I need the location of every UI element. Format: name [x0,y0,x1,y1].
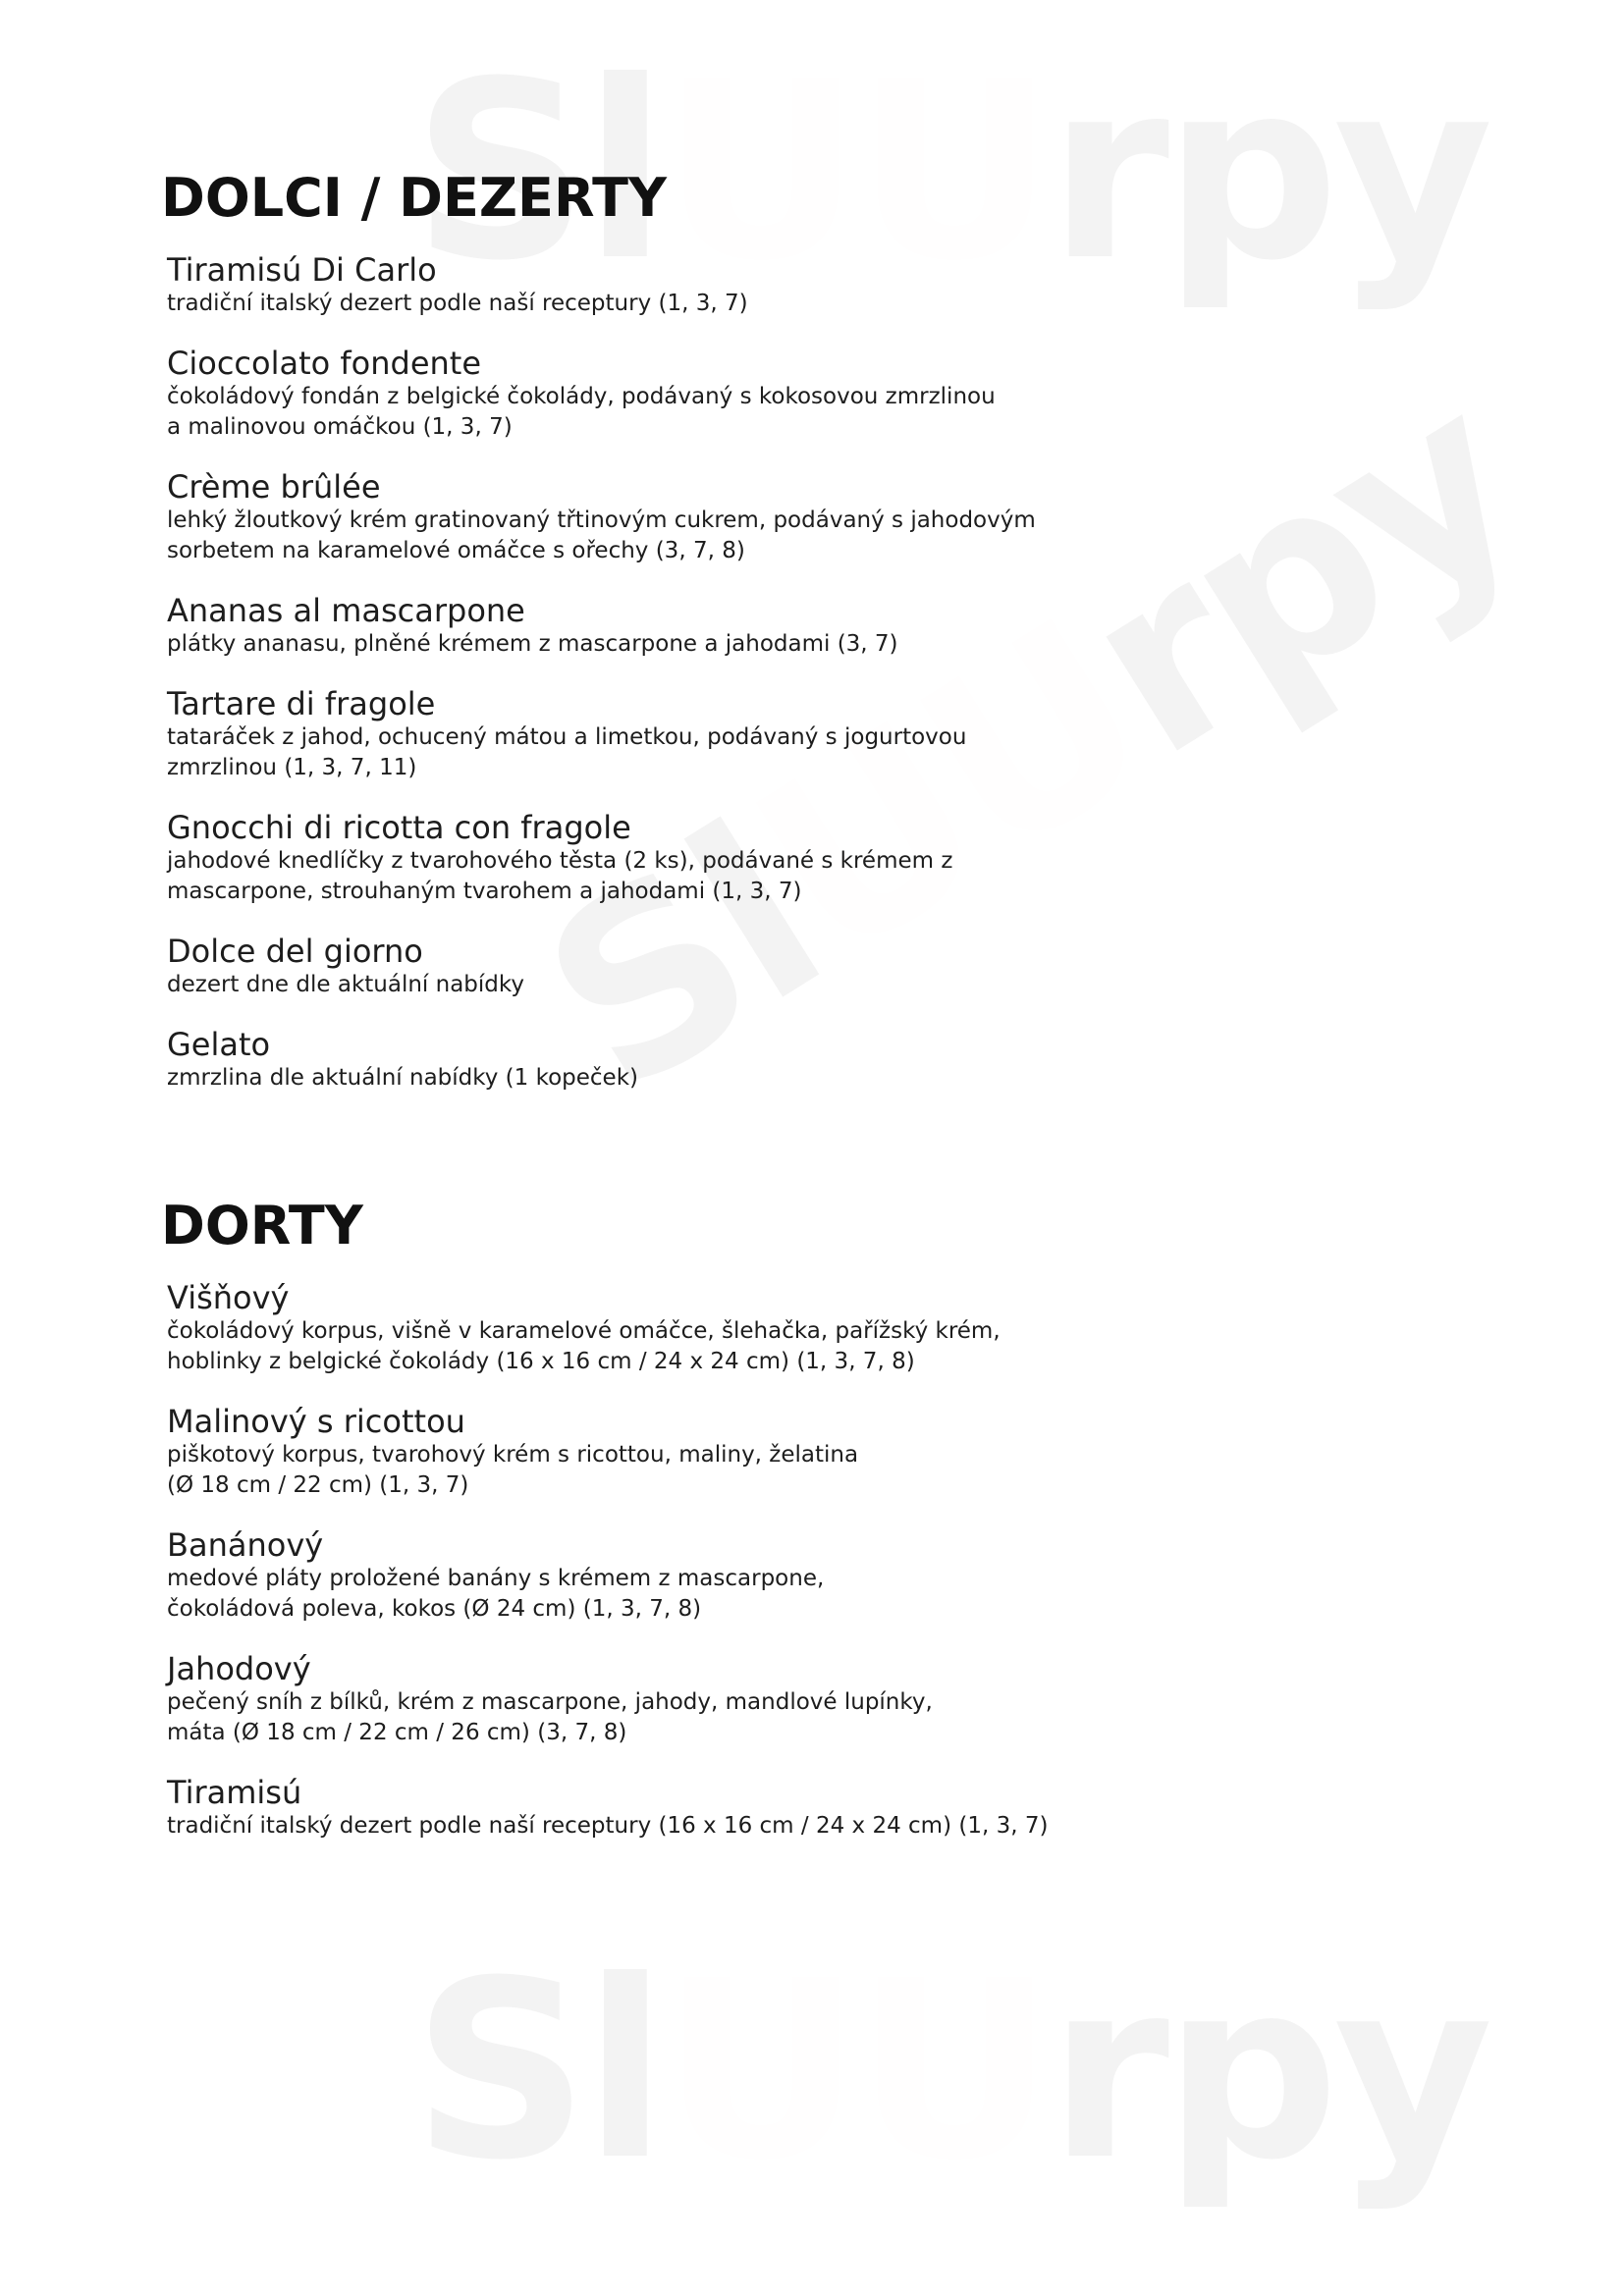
section-title: DOLCI / DEZERTY [161,167,668,229]
menu-item [167,1026,638,1094]
menu-item [167,592,898,660]
item-name: Gnocchi di ricotta con fragole [167,809,631,846]
item-description: lehký žloutkový krém gratinovaný třtinovým cukrem, podávaný s jahodovým sorbetem na karamelové omáčce s ořechy (3, 7, 8) [167,507,1036,563]
menu-item [167,809,952,907]
item-name: Gelato [167,1026,271,1063]
item-description: tradiční italský dezert podle naší receptury (16 x 16 cm / 24 x 24 cm) (1, 3, 7) [167,1813,1049,1839]
menu-item [167,1774,1048,1842]
menu-item [167,468,1036,566]
item-name: Cioccolato fondente [167,345,482,382]
item-description: zmrzlina dle aktuální nabídky (1 kopeček) [167,1065,639,1091]
item-name: Dolce del giorno [167,933,423,970]
item-name: Ananas al mascarpone [167,592,525,629]
item-name: Jahodový [167,1650,311,1687]
item-description: tradiční italský dezert podle naší receptury (1, 3, 7) [167,291,748,316]
item-name: Crème brûlée [167,468,381,506]
watermark-logo-bottom [412,1949,1488,2194]
menu-item [167,933,524,1000]
item-description: plátky ananasu, plněné krémem z mascarpone a jahodami (3, 7) [167,631,898,657]
menu-item [167,1526,824,1625]
item-description: pečený sníh z bílků, krém z mascarpone, jahody, mandlové lupínky, máta (Ø 18 cm / 22 cm / 26 cm) (3, 7, 8) [167,1689,933,1745]
item-name: Tiramisú Di Carlo [167,251,437,289]
item-description: čokoládový korpus, višně v karamelové omáčce, šlehačka, pařížský krém, hoblinky z belgické čokolády (16 x 16 cm / 24 x 24 cm) (1, 3, 7, 8) [167,1318,1001,1374]
menu-item [167,251,748,319]
item-name: Višňový [167,1279,290,1316]
item-description: piškotový korpus, tvarohový krém s ricottou, maliny, želatina (Ø 18 cm / 22 cm) (1, 3, 7) [167,1442,859,1498]
menu-item [167,1650,933,1748]
item-description: čokoládový fondán z belgické čokolády, podávaný s kokosovou zmrzlinou a malinovou omáčkou (1, 3, 7) [167,384,996,440]
menu-item [167,685,966,783]
section-title: DORTY [161,1195,363,1256]
menu-item [167,1403,858,1501]
menu-item [167,1279,1001,1377]
item-description: dezert dne dle aktuální nabídky [167,972,524,997]
item-name: Tartare di fragole [167,685,436,722]
item-description: tataráček z jahod, ochucený mátou a limetkou, podávaný s jogurtovou zmrzlinou (1, 3, 7, 11) [167,724,967,780]
item-name: Malinový s ricottou [167,1403,465,1440]
item-name: Banánový [167,1526,324,1564]
item-description: jahodové knedlíčky z tvarohového těsta (2 ks), podávané s krémem z mascarpone, strouhaným tvarohem a jahodami (1, 3, 7) [167,848,953,904]
item-description: medové pláty proložené banány s krémem z mascarpone, čokoládová poleva, kokos (Ø 24 cm) (1, 3, 7, 8) [167,1566,825,1622]
menu-item [167,345,996,443]
item-name: Tiramisú [167,1774,302,1811]
